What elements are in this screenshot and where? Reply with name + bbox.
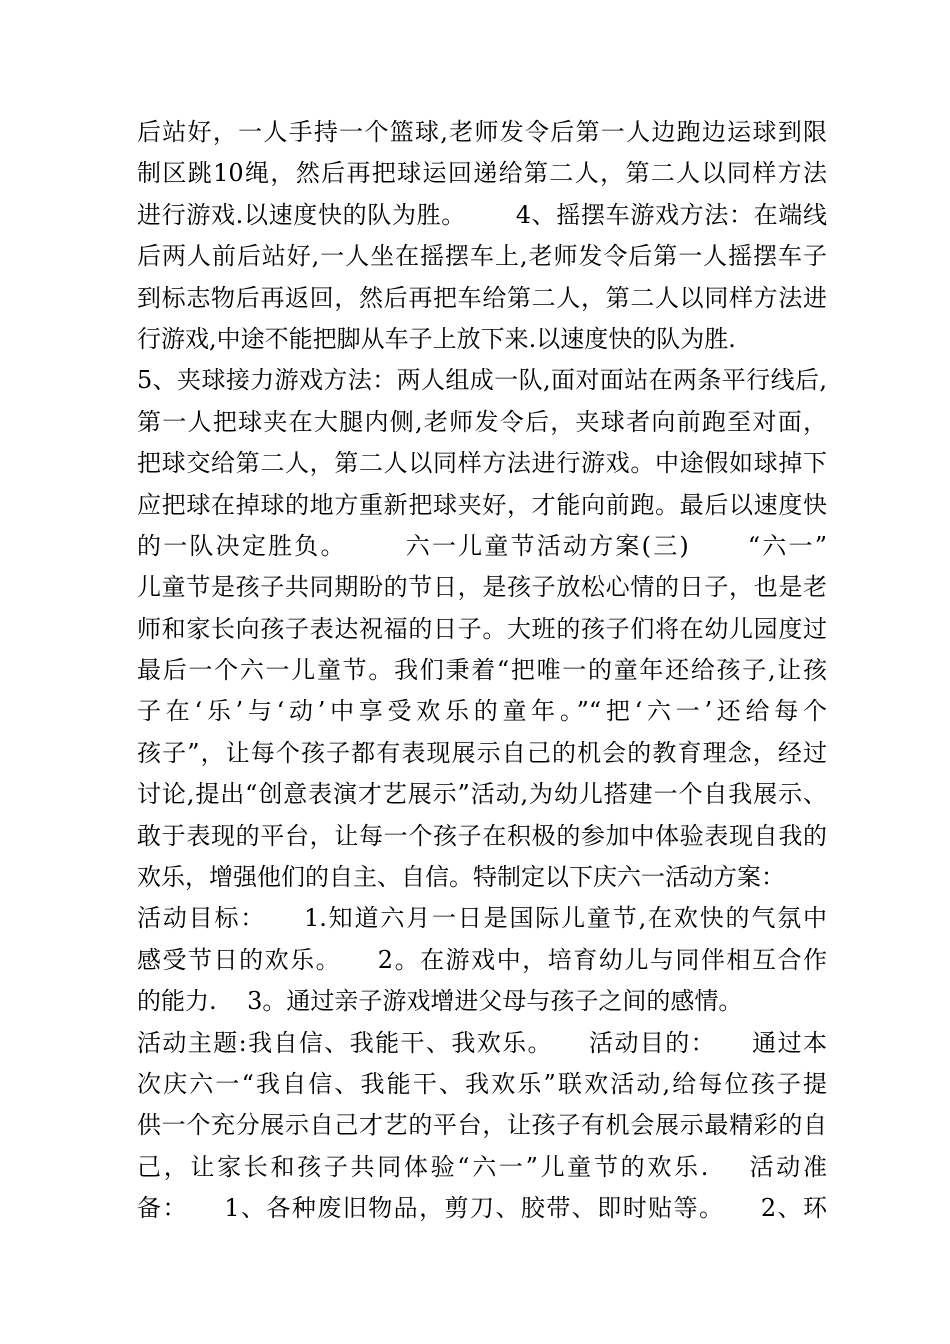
text-line-23: 活动主题:我自信、我能干、我欢乐。 活动目的： 通过本 [137,1028,827,1057]
text-line-20: 活动目标： 1.知道六月一日是国际儿童节,在欢快的气氛中 [137,904,827,933]
text-line-14: 最后一个六一儿童节。我们秉着“把唯一的童年还给孩子,让孩 [137,656,827,685]
text-line-17: 讨论,提出“创意表演才艺展示”活动,为幼儿搭建一个自我展示、 [137,780,827,809]
text-line-3: 进行游戏.以速度快的队为胜。 4、摇摆车游戏方法：在端线 [137,200,827,229]
text-line-8: 第一人把球夹在大腿内侧,老师发令后，夹球者向前跑至对面， [137,407,827,436]
text-line-24: 次庆六一“我自信、我能干、我欢乐”联欢活动,给每位孩子提 [137,1069,827,1098]
text-line-13: 师和家长向孩子表达祝福的日子。大班的孩子们将在幼儿园度过 [137,614,827,643]
body-text [137,112,827,1230]
text-line-4: 后两人前后站好,一人坐在摇摆车上,老师发令后第一人摇摆车子 [137,242,827,271]
text-line-22: 的能力. 3。通过亲子游戏增进父母与孩子之间的感情。 [137,987,743,1016]
text-line-25: 供一个充分展示自己才艺的平台，让孩子有机会展示最精彩的自 [137,1111,827,1140]
text-line-19: 欢乐，增强他们的自主、自信。特制定以下庆六一活动方案： [137,863,785,892]
text-line-10: 应把球在掉球的地方重新把球夹好，才能向前跑。最后以速度快 [137,490,827,519]
text-line-9: 把球交给第二人，第二人以同样方法进行游戏。中途假如球掉下 [137,449,827,478]
text-line-11: 的一队决定胜负。 六一儿童节活动方案(三) “六一” [137,531,827,560]
text-line-15: 子在‘乐’与‘动’中享受欢乐的童年。”“把‘六一’还给每个 [137,697,827,726]
text-line-2: 制区跳10绳，然后再把球运回递给第二人，第二人以同样方法 [137,159,827,188]
text-line-18: 敢于表现的平台，让每一个孩子在积极的参加中体验表现自我的 [137,821,827,850]
text-line-26: 己，让家长和孩子共同体验“六一”儿童节的欢乐. 活动准 [137,1152,827,1181]
text-line-27: 备： 1、各种废旧物品，剪刀、胶带、即时贴等。 2、环 [137,1194,827,1223]
text-line-7: 5、夹球接力游戏方法：两人组成一队,面对面站在两条平行线后, [137,366,827,395]
text-line-16: 孩子”，让每个孩子都有表现展示自己的机会的教育理念，经过 [137,738,827,767]
text-line-12: 儿童节是孩子共同期盼的节日，是孩子放松心情的日子，也是老 [137,573,827,602]
text-line-5: 到标志物后再返回，然后再把车给第二人，第二人以同样方法进 [137,283,827,312]
text-line-6: 行游戏,中途不能把脚从车子上放下来.以速度快的队为胜. [137,324,736,353]
text-line-21: 感受节日的欢乐。 2。在游戏中，培育幼儿与同伴相互合作 [137,945,827,974]
text-line-1: 后站好，一人手持一个篮球,老师发令后第一人边跑边运球到限 [137,118,827,146]
